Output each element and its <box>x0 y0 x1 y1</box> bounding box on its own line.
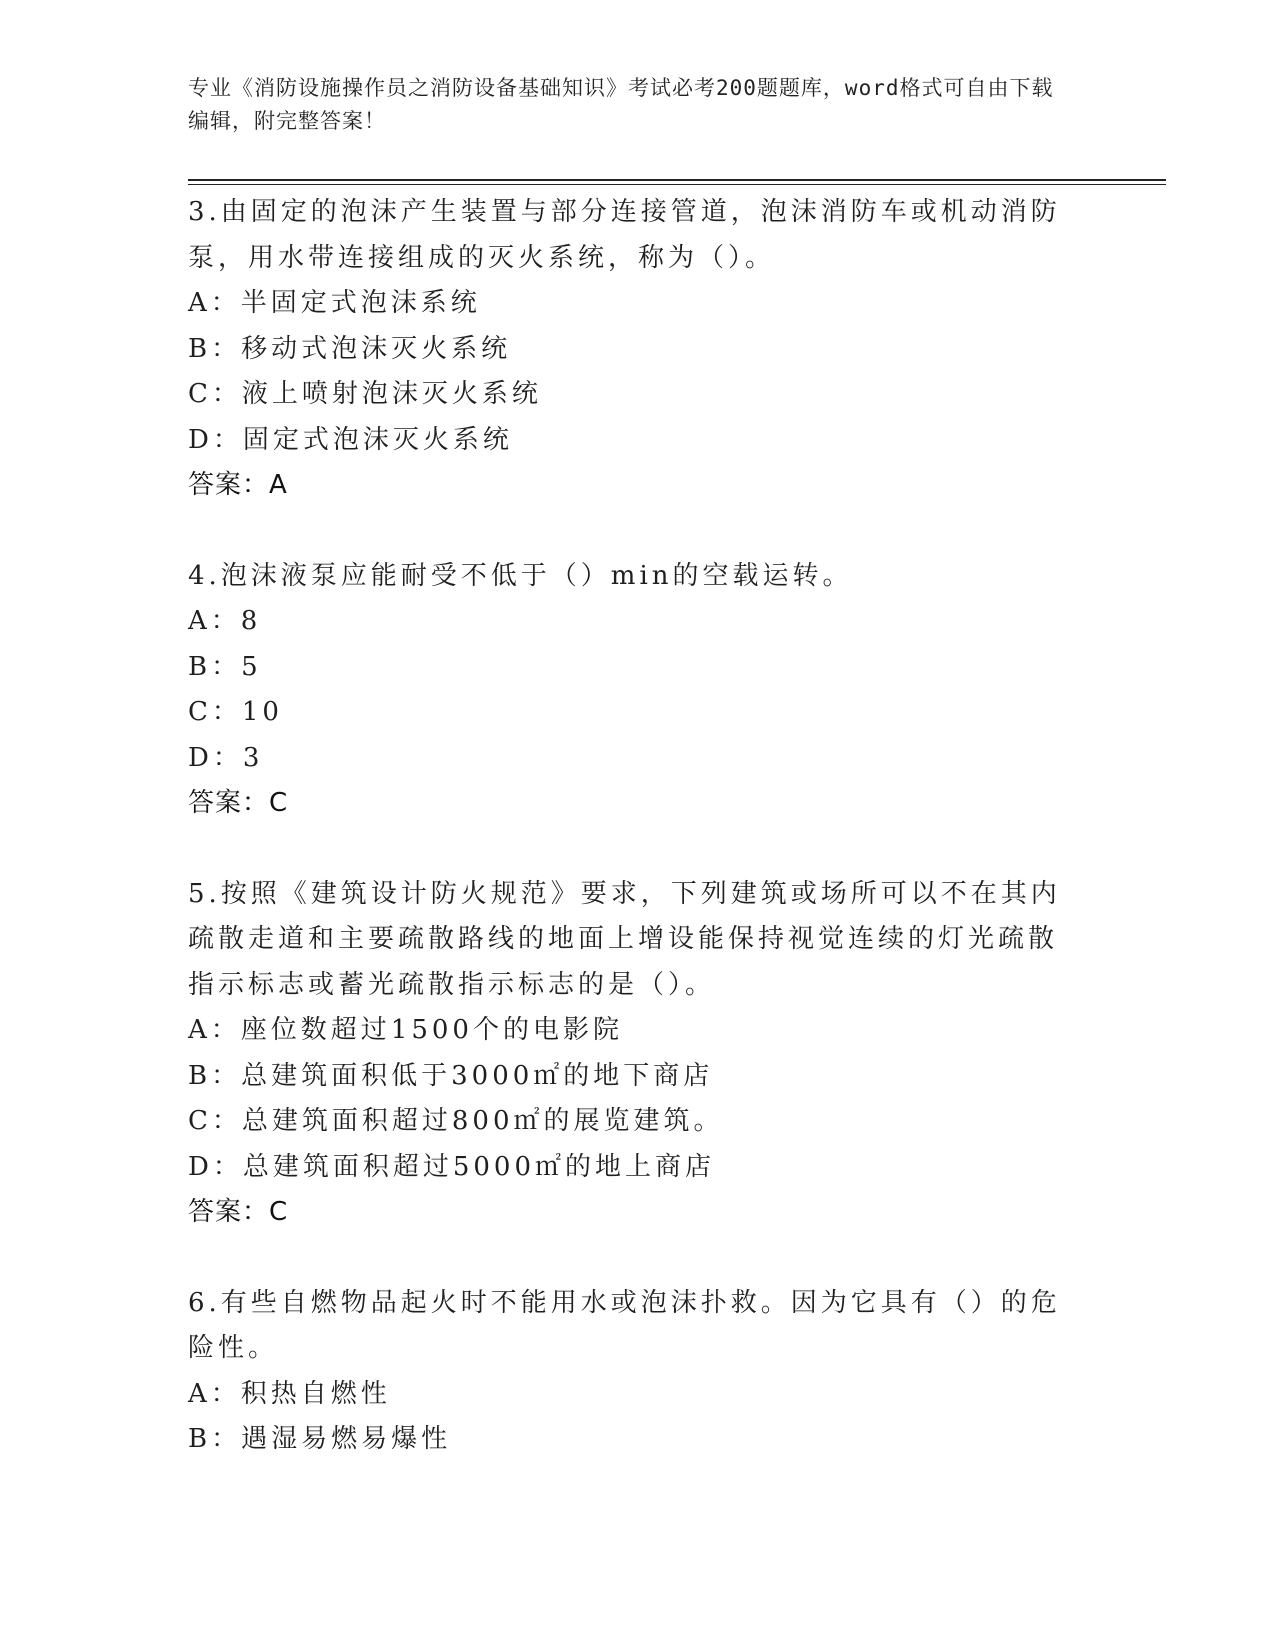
option-b: B：移动式泡沫灭火系统 <box>188 333 512 364</box>
question-stem: 4.泡沫液泵应能耐受不低于（）min的空载运转。 <box>188 560 853 591</box>
option-d: D：固定式泡沫灭火系统 <box>188 424 513 455</box>
question-6 <box>188 1281 1068 1463</box>
question-stem: 3.由固定的泡沫产生装置与部分连接管道，泡沫消防车或机动消防泵，用水带连接组成的灭火系统，称为（）。 <box>188 197 1061 273</box>
option-d: D：3 <box>188 742 264 773</box>
header-divider-thin <box>188 184 1166 185</box>
header-divider-thick <box>188 179 1166 181</box>
question-stem: 5.按照《建筑设计防火规范》要求，下列建筑或场所可以不在其内疏散走道和主要疏散路线的地面上增设能保持视觉连续的灯光疏散指示标志或蓄光疏散指示标志的是（）。 <box>188 878 1061 1000</box>
question-list <box>188 190 1068 1508</box>
option-c: C：液上喷射泡沫灭火系统 <box>188 379 542 409</box>
question-3 <box>188 190 1068 509</box>
answer-line: 答案：C <box>188 1197 289 1227</box>
option-b: B：5 <box>188 651 262 682</box>
question-4 <box>188 554 1068 827</box>
question-stem: 6.有些自燃物品起火时不能用水或泡沫扑救。因为它具有（）的危险性。 <box>188 1287 1061 1363</box>
option-d: D：总建筑面积超过5000㎡的地上商店 <box>188 1151 716 1182</box>
option-b: B：遇湿易燃易爆性 <box>188 1424 452 1454</box>
answer-line: 答案：A <box>188 470 288 500</box>
answer-line: 答案：C <box>188 788 289 818</box>
option-b: B：总建筑面积低于3000㎡的地下商店 <box>188 1060 714 1091</box>
option-a: A：半固定式泡沫系统 <box>188 288 481 318</box>
option-c: C：10 <box>188 697 283 727</box>
option-a: A：8 <box>188 606 262 636</box>
document-header: 专业《消防设施操作员之消防设备基础知识》考试必考200题题库，word格式可自由下载编辑，附完整答案！ <box>188 76 1054 133</box>
option-a: A：座位数超过1500个的电影院 <box>188 1015 623 1045</box>
option-a: A：积热自燃性 <box>188 1378 391 1409</box>
question-5 <box>188 872 1068 1236</box>
option-c: C：总建筑面积超过800㎡的展览建筑。 <box>188 1106 724 1136</box>
